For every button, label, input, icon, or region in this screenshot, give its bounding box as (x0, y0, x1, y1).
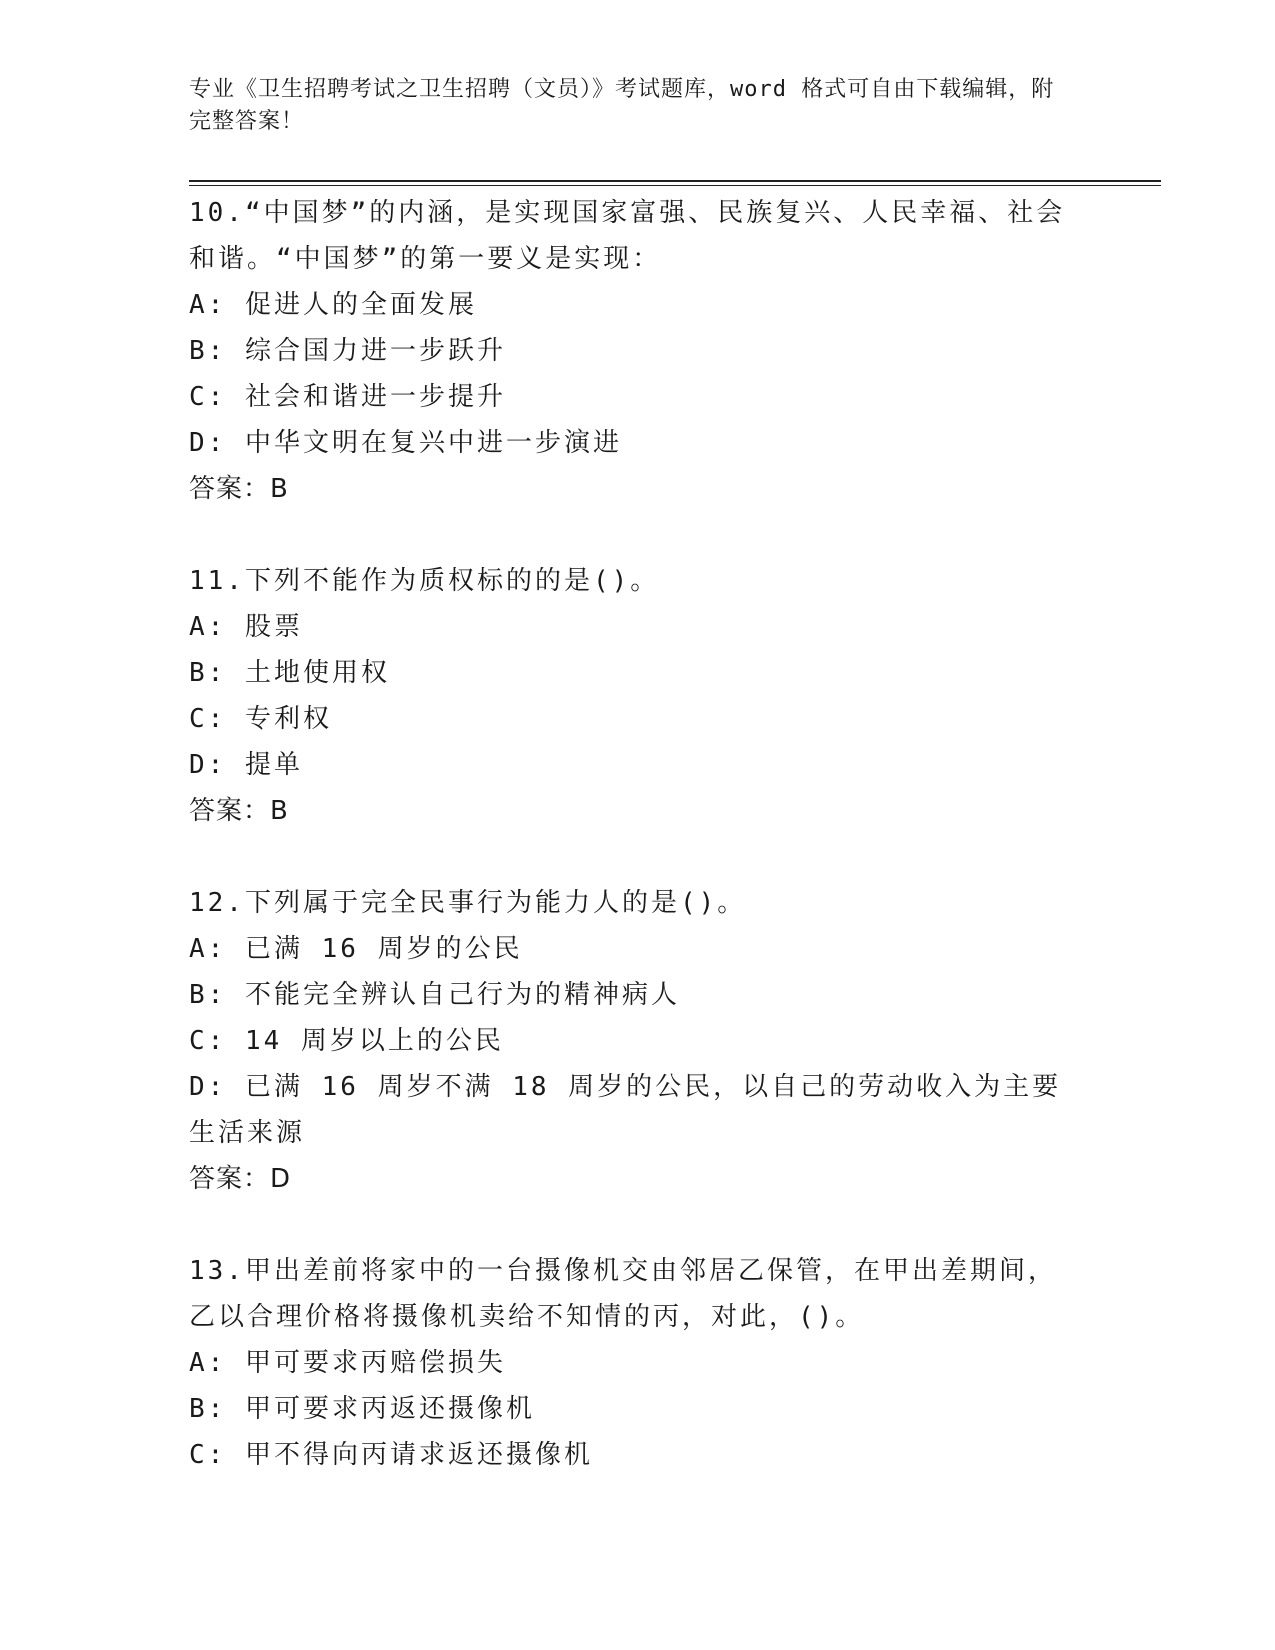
option-a: A: 甲可要求丙赔偿损失 (189, 1348, 506, 1378)
option-d: D: 已满 16 周岁不满 18 周岁的公民，以自己的劳动收入为主要生活来源 (189, 1072, 1062, 1148)
question-stem: 10.“中国梦”的内涵，是实现国家富强、民族复兴、人民幸福、社会和谐。“中国梦”的第一要义是实现： (189, 198, 1066, 274)
header-divider-thin (189, 185, 1161, 186)
option-c: C: 专利权 (189, 704, 332, 734)
question-12 (189, 880, 1079, 1202)
question-13 (189, 1248, 1079, 1478)
option-c: C: 14 周岁以上的公民 (189, 1026, 504, 1056)
option-b: B: 甲可要求丙返还摄像机 (189, 1394, 535, 1424)
option-a: A: 促进人的全面发展 (189, 290, 477, 320)
question-11 (189, 558, 1079, 834)
document-header: 专业《卫生招聘考试之卫生招聘（文员）》考试题库，word 格式可自由下载编辑，附完整答案！ (189, 77, 1055, 134)
question-list (189, 190, 1079, 1524)
header-divider-thick (189, 180, 1161, 182)
option-c: C: 社会和谐进一步提升 (189, 382, 506, 412)
option-d: D: 提单 (189, 750, 303, 780)
option-b: B: 综合国力进一步跃升 (189, 336, 506, 366)
option-c: C: 甲不得向丙请求返还摄像机 (189, 1440, 593, 1470)
question-stem: 12.下列属于完全民事行为能力人的是()。 (189, 888, 747, 918)
question-10 (189, 190, 1079, 512)
option-a: A: 已满 16 周岁的公民 (189, 934, 523, 964)
question-stem: 11.下列不能作为质权标的的是()。 (189, 566, 660, 596)
question-stem: 13.甲出差前将家中的一台摄像机交由邻居乙保管，在甲出差期间，乙以合理价格将摄像机卖给不知情的丙，对此，()。 (189, 1256, 1057, 1332)
option-b: B: 土地使用权 (189, 658, 390, 688)
answer-label: 答案：D (189, 1164, 292, 1194)
answer-label: 答案：B (189, 474, 289, 504)
option-a: A: 股票 (189, 612, 303, 642)
answer-label: 答案：B (189, 796, 289, 826)
option-b: B: 不能完全辨认自己行为的精神病人 (189, 980, 680, 1010)
option-d: D: 中华文明在复兴中进一步演进 (189, 428, 622, 458)
